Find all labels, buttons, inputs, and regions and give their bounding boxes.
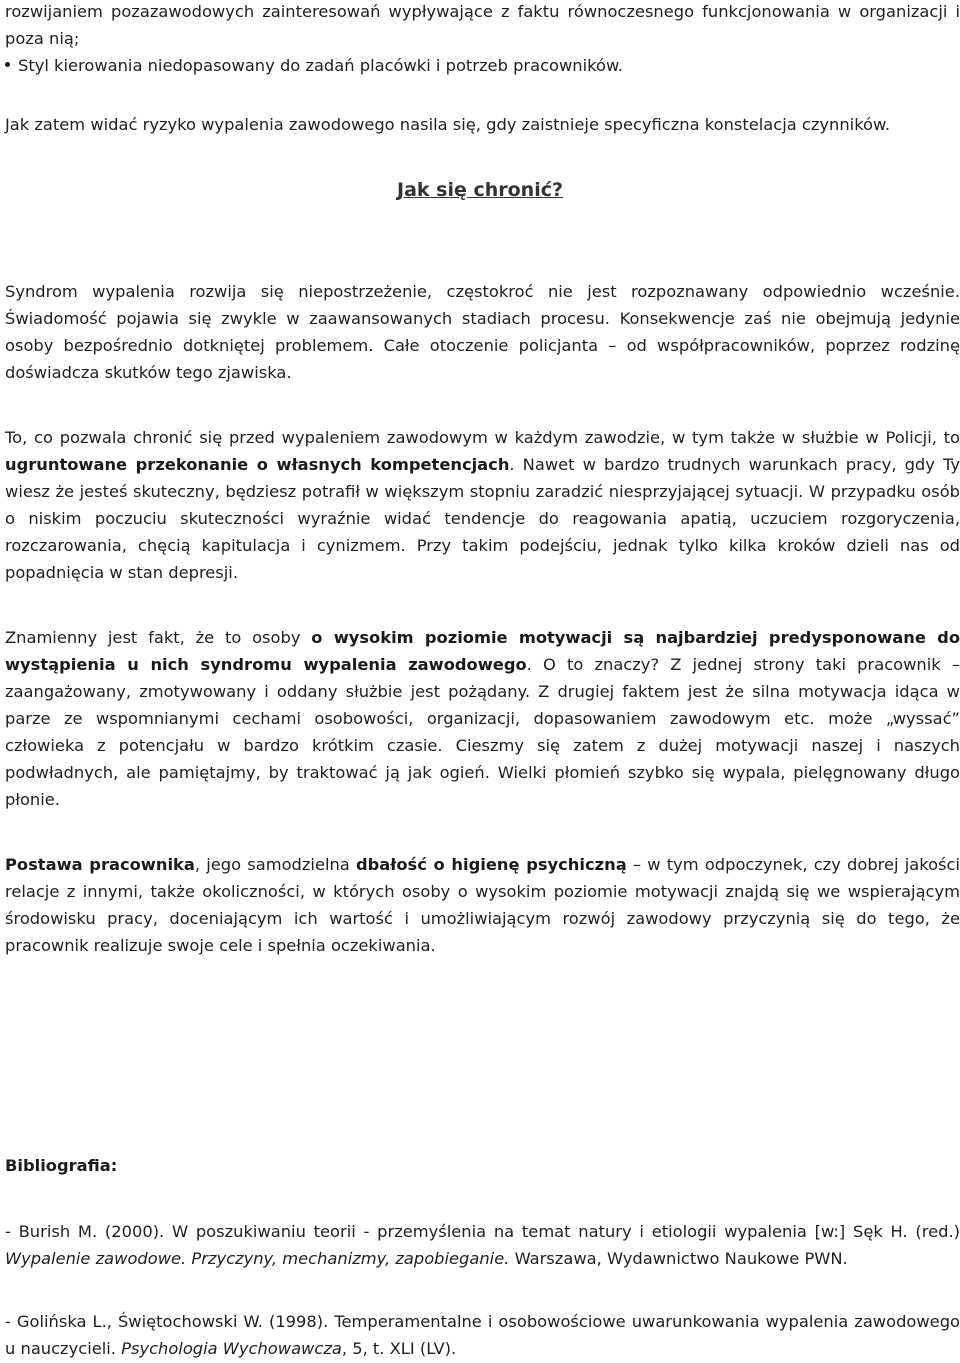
emphasis-attitude: Postawa pracownika (5, 855, 195, 874)
bibliography-entry: - Golińska L., Świętochowski W. (1998). Temperamentalne i osobowościowe uwarunkowania wypalenia zawodowego u nauczycieli. Psychologia Wychowawcza, 5, t. XLI (LV). (5, 1312, 960, 1358)
emphasis-motivation: o wysokim poziomie motywacji są najbardziej predysponowane do wystąpienia u nich syndromu wypalenia zawodowego (5, 628, 960, 674)
intro-continuation: rozwijaniem pozazawodowych zainteresowań wypływające z faktu równoczesnego funkcjonowania w organizacji i poza nią; (5, 2, 960, 48)
bullet-list-item (5, 52, 960, 79)
section-heading: Jak się chronić? (397, 179, 563, 201)
paragraph-competence: To, co pozwala chronić się przed wypaleniem zawodowym w każdym zawodzie, w tym także w służbie w Policji, to ugruntowane przekonanie o własnych kompetencjach. Nawet w bardzo trudnych warunkach pracy, gdy Ty wiesz że jesteś skuteczny, będziesz potrafił w większym stopniu zaradzić niesprzyjającej sytuacji. W przypadku osób o niskim poczuciu skuteczności wyraźnie widać tendencje do reagowania apatią, uczuciem rozgoryczenia, rozczarowania, chęcią kapitulacja i cynizmem. Przy takim podejściu, jednak tylko kilka kroków dzieli nas od popadnięcia w stan depresji. (5, 428, 960, 582)
risk-sentence: Jak zatem widać ryzyko wypalenia zawodowego nasila się, gdy zaistnieje specyficzna konstelacja czynników. (5, 115, 891, 134)
paragraph-attitude: Postawa pracownika, jego samodzielna dbałość o higienę psychiczną – w tym odpoczynek, czy dobrej jakości relacje z innymi, także okoliczności, w których osoby o wysokim poziomie motywacji znajdą się we wspierającym środowisku pracy, doceniającym ich wartość i umożliwiającym rozwój zawodowy przyczynią się do tego, że pracownik realizuje swoje cele i spełnia oczekiwania. (5, 855, 960, 955)
paragraph-syndrome: Syndrom wypalenia rozwija się niepostrzeżenie, częstokroć nie jest rozpoznawany odpowiednio wcześnie. Świadomość pojawia się zwykle w zaawansowanych stadiach procesu. Konsekwencje zaś nie obejmują jedynie osoby bezpośrednio dotkniętej problemem. Całe otoczenie policjanta – od współpracowników, poprzez rodzinę doświadcza skutków tego zjawiska. (5, 282, 960, 382)
bibliography-entry-title: Psychologia Wychowawcza (121, 1339, 342, 1358)
paragraph-motivation: Znamienny jest fakt, że to osoby o wysokim poziomie motywacji są najbardziej predysponowane do wystąpienia u nich syndromu wypalenia zawodowego. O to znaczy? Z jednej strony taki pracownik – zaangażowany, zmotywowany i oddany służbie jest pożądany. Z drugiej faktem jest że silna motywacja idąca w parze ze wspomnianymi cechami osobowości, organizacji, dopasowaniem zawodowym etc. może „wyssać” człowieka z potencjału w bardzo krótkim czasie. Cieszmy się zatem z dużej motywacji naszej i naszych podwładnych, ale pamiętajmy, by traktować ją jak ogień. Wielki płomień szybko się wypala, pielęgnowany długo płonie. (5, 628, 960, 809)
emphasis-competence: ugruntowane przekonanie o własnych kompetencjach (5, 455, 510, 474)
bullet-icon (5, 62, 10, 67)
emphasis-hygiene: dbałość o higienę psychiczną (355, 855, 627, 874)
bibliography-title: Bibliografia: (5, 1156, 118, 1175)
bibliography-entry-title: Wypalenie zawodowe. Przyczyny, mechanizmy, zapobieganie. (5, 1249, 510, 1268)
bullet-text: Styl kierowania niedopasowany do zadań placówki i potrzeb pracowników. (18, 56, 623, 75)
bibliography-entry: - Burish M. (2000). W poszukiwaniu teorii - przemyślenia na temat natury i etiologii wypalenia [w:] Sęk H. (red.) Wypalenie zawodowe. Przyczyny, mechanizmy, zapobieganie. Warszawa, Wydawnictwo Naukowe PWN. (5, 1222, 960, 1268)
